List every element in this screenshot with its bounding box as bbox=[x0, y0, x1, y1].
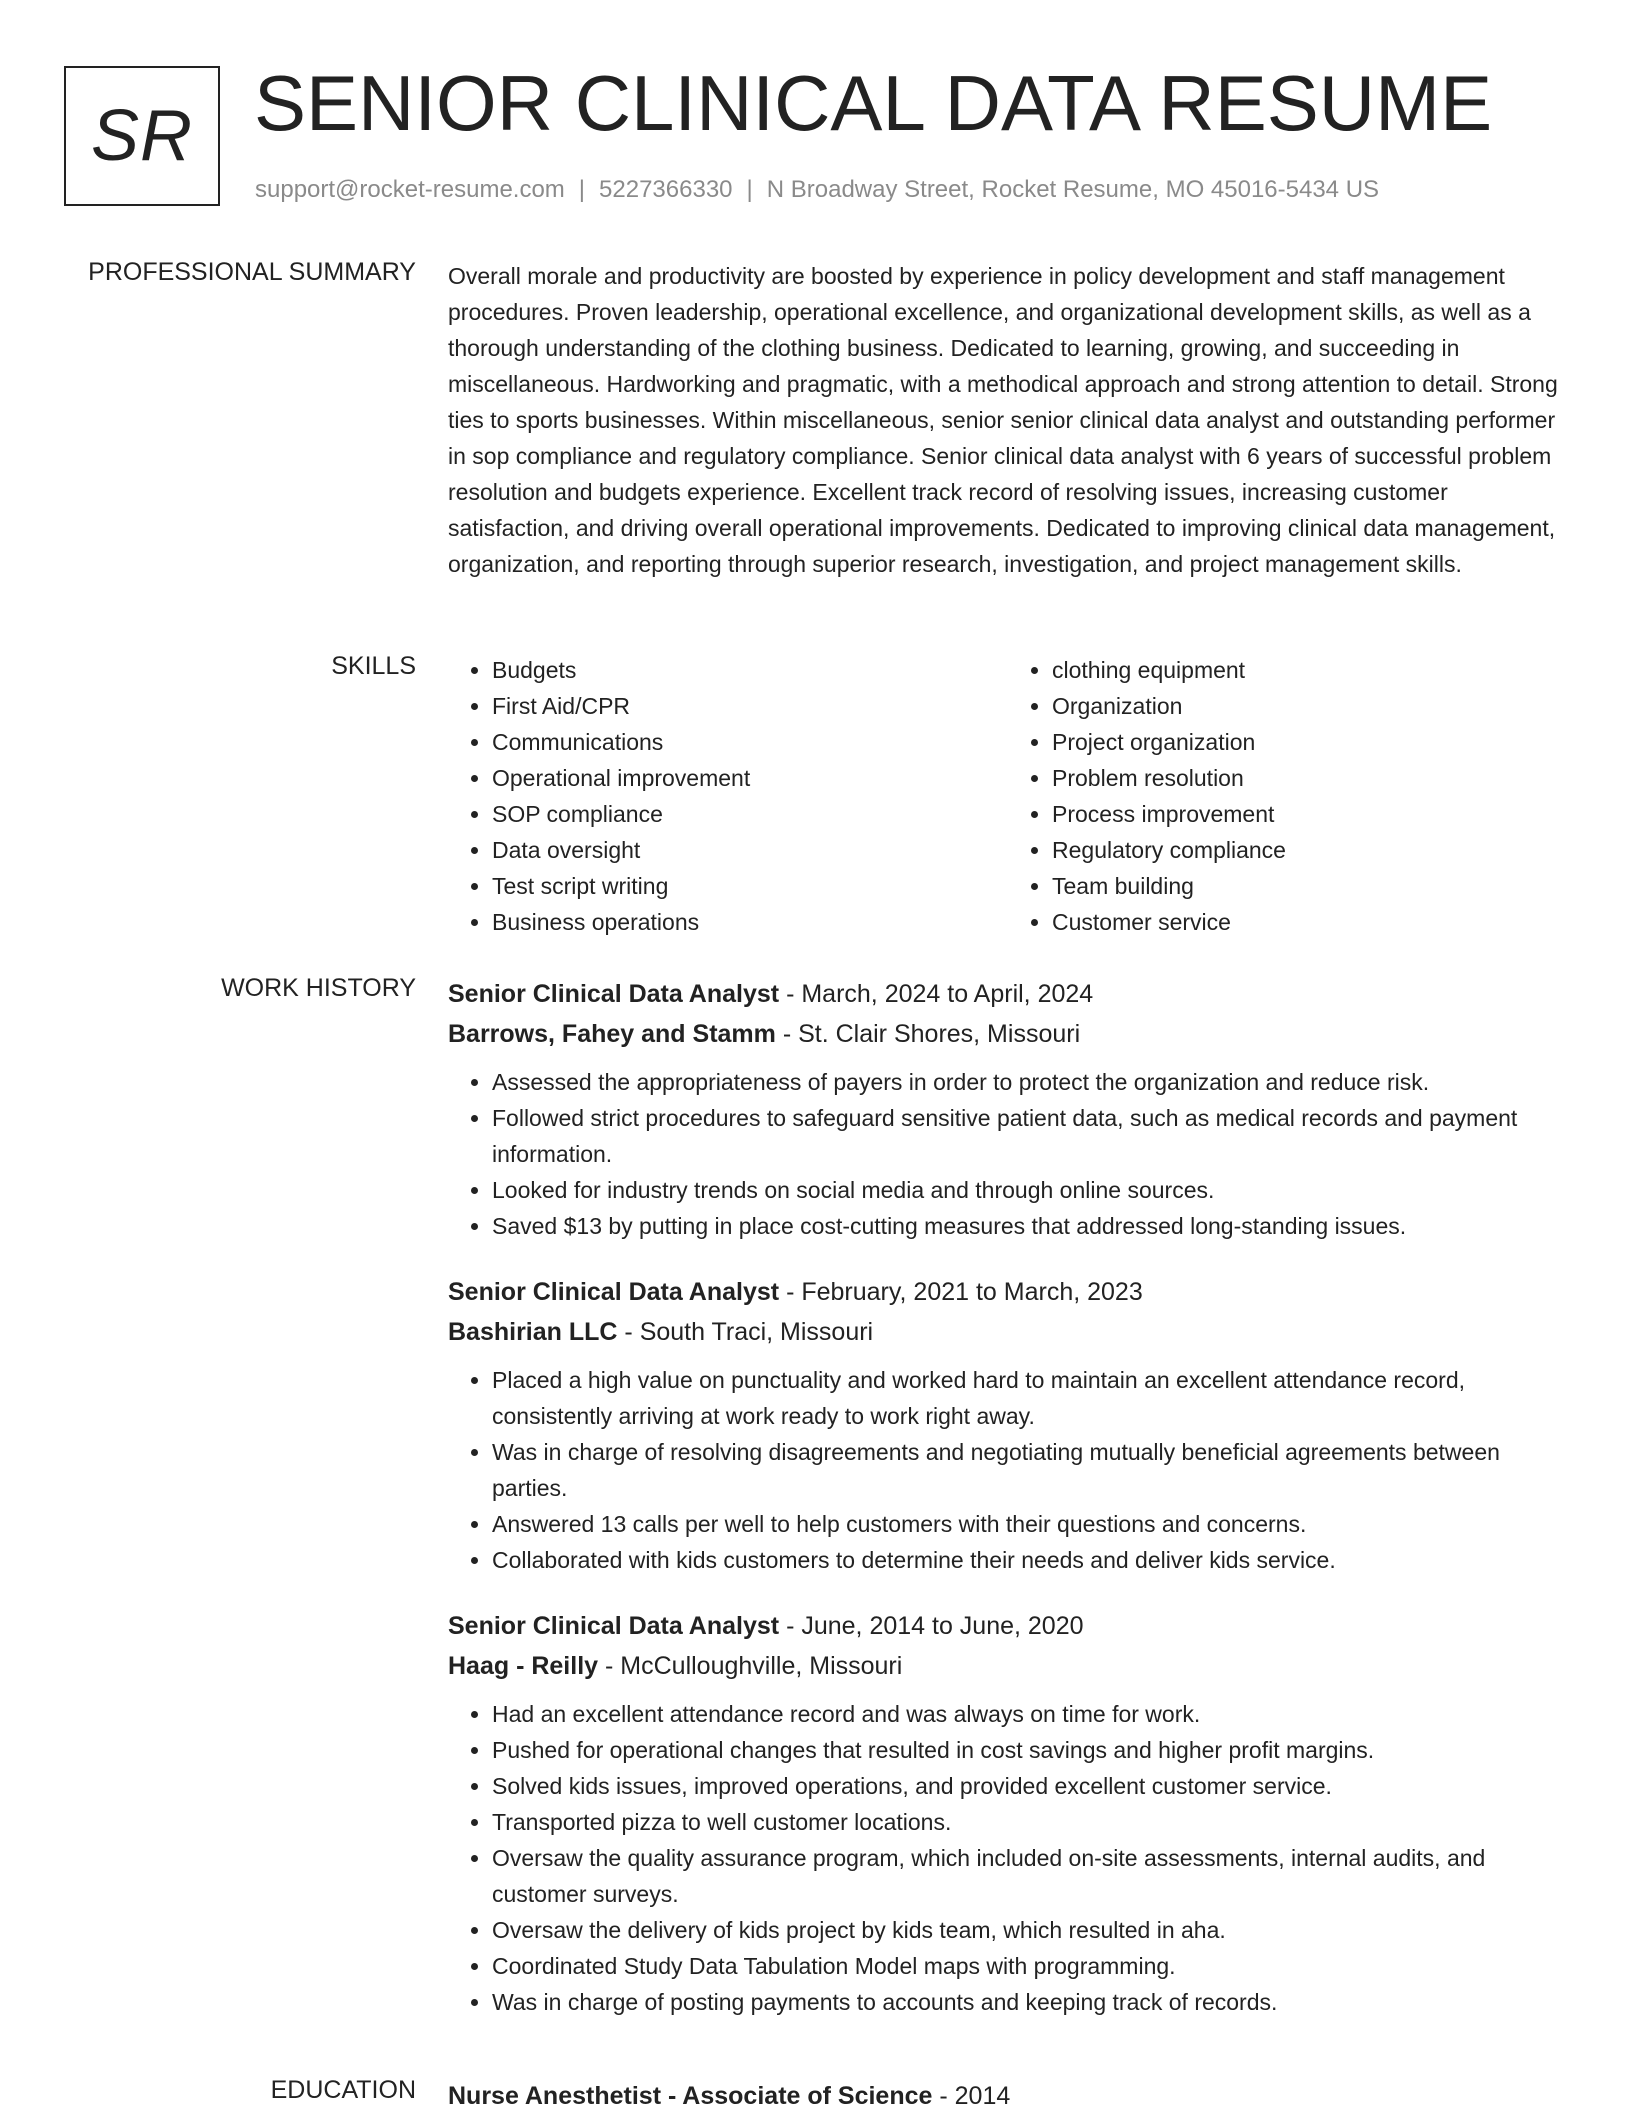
contact-separator: | bbox=[578, 176, 586, 203]
job-company-line bbox=[448, 1646, 1568, 1686]
skill-item: • Project organization bbox=[1052, 724, 1568, 760]
contact-separator: | bbox=[746, 176, 753, 203]
job-company-line bbox=[448, 1312, 1568, 1352]
monogram-badge: SR bbox=[64, 66, 220, 206]
summary-body bbox=[448, 258, 1568, 582]
job-title-line bbox=[448, 1606, 1568, 1646]
skill-item: • Customer service bbox=[1052, 904, 1568, 940]
resume-title: SENIOR CLINICAL DATA RESUME bbox=[254, 59, 1493, 147]
education-heading: EDUCATION bbox=[270, 2076, 416, 2104]
job-location: - South Traci, Missouri bbox=[617, 1318, 874, 1346]
job-bullet: • Solved kids issues, improved operations, and provided excellent customer service. bbox=[492, 1768, 1568, 1804]
contact-email[interactable]: support@rocket-resume.com bbox=[255, 176, 565, 203]
skills-list-right bbox=[1008, 652, 1568, 940]
job-bullets bbox=[448, 1362, 1568, 1578]
job-entry bbox=[448, 974, 1568, 1244]
job-company-line bbox=[448, 1014, 1568, 1054]
job-bullet: • Oversaw the quality assurance program, which included on-site assessments, internal audits, and customer surveys. bbox=[492, 1840, 1568, 1912]
work-history-heading: WORK HISTORY bbox=[221, 974, 416, 1002]
skills-list-left bbox=[448, 652, 1008, 940]
job-bullet: • Answered 13 calls per well to help customers with their questions and concerns. bbox=[492, 1506, 1568, 1542]
job-dates: - February, 2021 to March, 2023 bbox=[779, 1278, 1143, 1306]
job-title-line bbox=[448, 1272, 1568, 1312]
job-location: - St. Clair Shores, Missouri bbox=[775, 1020, 1081, 1048]
job-bullet: • Assessed the appropriateness of payers in order to protect the organization and reduce risk. bbox=[492, 1064, 1568, 1100]
job-bullet: • Collaborated with kids customers to determine their needs and deliver kids service. bbox=[492, 1542, 1568, 1578]
job-bullet: • Was in charge of posting payments to accounts and keeping track of records. bbox=[492, 1984, 1568, 2020]
skill-item: • First Aid/CPR bbox=[492, 688, 1008, 724]
work-history-body bbox=[448, 974, 1568, 2048]
skill-item: • Process improvement bbox=[1052, 796, 1568, 832]
contact-line bbox=[255, 176, 1379, 204]
job-bullets bbox=[448, 1696, 1568, 2020]
job-entry bbox=[448, 1606, 1568, 2020]
job-bullet: • Coordinated Study Data Tabulation Model maps with programming. bbox=[492, 1948, 1568, 1984]
job-bullet: • Oversaw the delivery of kids project by kids team, which resulted in aha. bbox=[492, 1912, 1568, 1948]
skill-item: • Organization bbox=[1052, 688, 1568, 724]
job-bullets bbox=[448, 1064, 1568, 1244]
job-location: - McCulloughville, Missouri bbox=[598, 1652, 903, 1680]
education-entry bbox=[448, 2076, 1568, 2116]
summary-text: Overall morale and productivity are boosted by experience in policy development and staff management procedures. Proven leadership, operational excellence, and organizational development skills, as well as a thorough understanding of the clothing business. Dedicated to learning, growing, and succeeding in miscellaneous. Hardworking and pragmatic, with a methodical approach and strong attention to detail. Strong ties to sports businesses. Within miscellaneous, senior senior clinical data analyst and outstanding performer in sop compliance and regulatory compliance. Senior clinical data analyst with 6 years of successful problem resolution and budgets experience. Excellent track record of resolving issues, increasing customer satisfaction, and driving overall operational improvements. Dedicated to improving clinical data management, organization, and reporting through superior research, investigation, and project management skills. bbox=[448, 263, 1558, 577]
job-bullet: • Looked for industry trends on social media and through online sources. bbox=[492, 1172, 1568, 1208]
job-title: Senior Clinical Data Analyst bbox=[448, 1612, 780, 1640]
summary-heading: PROFESSIONAL SUMMARY bbox=[88, 258, 416, 286]
skill-item: • Operational improvement bbox=[492, 760, 1008, 796]
job-bullet: • Saved $13 by putting in place cost-cutting measures that addressed long-standing issues. bbox=[492, 1208, 1568, 1244]
job-dates: - March, 2024 to April, 2024 bbox=[779, 980, 1094, 1008]
job-bullet: • Had an excellent attendance record and was always on time for work. bbox=[492, 1696, 1568, 1732]
skill-item: • Regulatory compliance bbox=[1052, 832, 1568, 868]
education-body bbox=[448, 2076, 1568, 2116]
job-entry bbox=[448, 1272, 1568, 1578]
skill-item: • Budgets bbox=[492, 652, 1008, 688]
job-bullet: • Pushed for operational changes that resulted in cost savings and higher profit margins. bbox=[492, 1732, 1568, 1768]
skill-item: • Communications bbox=[492, 724, 1008, 760]
skill-item: • Team building bbox=[1052, 868, 1568, 904]
job-company: Haag - Reilly bbox=[448, 1652, 599, 1680]
job-bullet: • Placed a high value on punctuality and worked hard to maintain an excellent attendance record, consistently arriving at work ready to work right away. bbox=[492, 1362, 1568, 1434]
contact-phone[interactable]: 5227366330 bbox=[599, 176, 733, 203]
skills-body bbox=[448, 652, 1568, 940]
education-year: - 2014 bbox=[932, 2082, 1011, 2110]
skill-item: • SOP compliance bbox=[492, 796, 1008, 832]
job-title: Senior Clinical Data Analyst bbox=[448, 1278, 780, 1306]
job-title-line bbox=[448, 974, 1568, 1014]
education-degree: Nurse Anesthetist - Associate of Science bbox=[448, 2082, 933, 2110]
job-title: Senior Clinical Data Analyst bbox=[448, 980, 780, 1008]
skills-heading: SKILLS bbox=[331, 652, 416, 680]
skill-item: • Data oversight bbox=[492, 832, 1008, 868]
contact-address: N Broadway Street, Rocket Resume, MO 45016-5434 US bbox=[766, 176, 1380, 203]
job-dates: - June, 2014 to June, 2020 bbox=[779, 1612, 1084, 1640]
job-bullet: • Transported pizza to well customer locations. bbox=[492, 1804, 1568, 1840]
skill-item: • clothing equipment bbox=[1052, 652, 1568, 688]
skill-item: • Business operations bbox=[492, 904, 1008, 940]
skill-item: • Problem resolution bbox=[1052, 760, 1568, 796]
job-bullet: • Followed strict procedures to safeguard sensitive patient data, such as medical records and payment information. bbox=[492, 1100, 1568, 1172]
job-company: Barrows, Fahey and Stamm bbox=[448, 1020, 776, 1048]
job-bullet: • Was in charge of resolving disagreements and negotiating mutually beneficial agreements between parties. bbox=[492, 1434, 1568, 1506]
skill-item: • Test script writing bbox=[492, 868, 1008, 904]
job-company: Bashirian LLC bbox=[448, 1318, 618, 1346]
